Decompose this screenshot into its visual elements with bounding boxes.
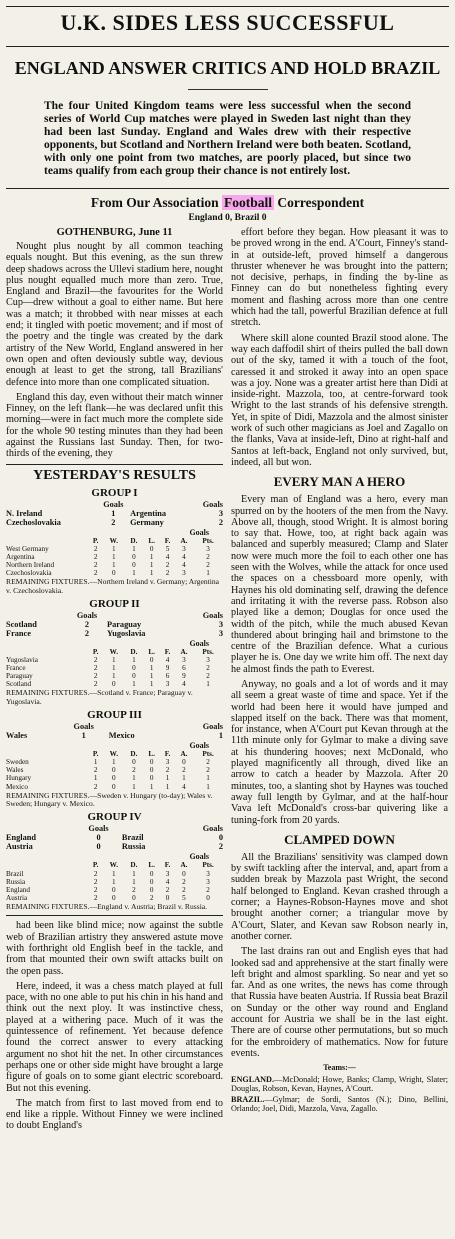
remaining-fixtures: REMAINING FIXTURES.—Sweden v. Hungary (to-day); Wales v. Sweden; Hungary v. Mexico. [6,790,213,809]
goals-header [122,824,176,833]
standings-row [6,656,223,664]
standings-row [6,774,223,782]
right-paragraphs-3 [231,852,448,1059]
match-team: France [6,628,31,638]
article-paragraph: had been like blind mice; now against the subtle web of Brazilian artistry they answered astute move with forthright old English beef in the tackle, and from that mounted their own swift attacks built on the open pass. [6,920,223,977]
table-goals-label: Goals [189,527,209,537]
standings-value: 4 [165,877,170,886]
standings-value: 3 [182,656,186,665]
standings-team: Argentina [6,552,35,561]
standings-col-header: F. [164,750,171,759]
match-results [6,722,223,740]
standings-header [6,537,223,545]
standings-value: 0 [132,758,136,767]
standings-value: 1 [149,680,154,689]
standings-row [6,680,223,688]
standings-value: 0 [149,758,154,767]
match-team: Mexico [108,731,135,741]
goals-header [6,611,67,620]
standings-value: 1 [206,569,210,578]
standings-header [6,648,223,656]
standings-row [6,561,223,569]
standings-value: 2 [149,893,154,902]
subhead-clamped-down: CLAMPED DOWN [284,831,395,847]
standings-row [6,894,223,902]
standings-value: 3 [182,544,186,553]
dateline: GOTHENBURG, June 11 [56,227,173,238]
standings-value: 3 [206,544,210,553]
standings-value: 1 [132,680,136,689]
article-paragraph: Nought plus nought by all common teaching equals nought. But this evening, as the sun threw deep shadows across the Ullevi stadium here, nought plus nought equalled much more than zero. True, England and Brazil—the favourites for the World Cup—drew without a goal to either name. But here was a match; it throbbed with near misses at each end; it tingled with poetic movement; and if most of the poetry and the tingle was created by the dark artistry of the New World, England answered in her own open and often deviously subtle way, devious enough at least to get the strong, tall Brazilians' defence into more than one complicated situation. [6,241,223,388]
match-row [6,518,223,527]
standings-value: 2 [206,672,210,681]
goals-header: Goals [73,722,94,732]
standings-value: 0 [149,766,154,775]
standings-value: 1 [182,774,186,783]
standings-team: Northern Ireland [6,560,55,569]
match-team: Germany [130,517,164,527]
standings-value: 1 [206,782,210,791]
standings-col-header: L. [148,647,155,656]
goals-header: Goals [202,824,223,834]
goals-header [6,500,97,509]
highlighted-word: Football [223,195,272,210]
table-goals-label: Goals [189,852,209,862]
match-results [6,824,223,851]
match-team: N. Ireland [6,508,43,518]
standings-value: 2 [93,680,98,689]
standings-value: 3 [182,569,186,578]
headline: U.K. SIDES LESS SUCCESSFUL [60,10,395,35]
match-goals: 1 [81,731,86,741]
standings-value: 2 [182,885,186,894]
standings-value: 1 [93,774,98,783]
standings-col-header: L. [148,861,155,870]
standings-col-header: A. [180,750,188,759]
standings-value: 1 [112,544,116,553]
standings-row [6,672,223,680]
goals-header [109,722,173,731]
article-paragraph: Anyway, no goals and a lot of words and it may all seem a great waste of time and space. Yet if the world had been here it would have jumped and slapped itself on the back. There was that moment, for instance, when A'Court put Kevan through at the 11th minute only for Gylmar to make a diving save at his thundering hooves; next McDonald, who played magnificently all through, dived like an arrow to catch a header by Mazzola. After 20 minutes, too, a slanting shot by Haynes was touched away full length by Gylmar, and at the half-hour Vava left McDonald's cross-bar quivering like a tuning-fork from 20 yards. [231,678,448,826]
standings-col-header: P. [92,647,99,656]
team-england-label: ENGLAND. [231,1075,274,1085]
right-column [231,227,448,1136]
match-row [6,842,223,851]
group-standings [6,537,223,577]
standings-team-header [6,750,88,758]
standings-value: 4 [165,552,170,561]
standings-team-header [6,648,88,656]
match-results [6,611,223,638]
standings-team: Mexico [6,782,28,791]
standings-col-header: L. [148,536,155,545]
standings-col-header: D. [130,861,138,870]
standings-col-header: P. [92,536,99,545]
match-team: Austria [6,842,33,852]
standings-col-header: Pts. [202,536,214,545]
match-team: Paraguay [107,619,142,629]
article-paragraph: effort before they began. How pleasant it was to be proved wrong in the end. A'Court, Finney's stand-in at outside-left, proved himself a dangerous thruster whenever he was brought into the pattern; not decisive, perhaps, in finding the by-line as Finney can do but nonetheless fighting every moment and flashing across more than one centre which had the tall, powerful Brazilian defence at full stretch. [231,227,448,329]
team-brazil-text: —Gylmar; de Sordi, Santos (N.); Dino, Bellini, Orlando; Joel, Didi, Mazzola, Vava, Zagallo. [231,1095,448,1114]
byline-rule-top [6,188,449,189]
article-columns [6,227,449,1136]
match-goals: 3 [218,628,223,638]
standings-team: Sweden [6,758,29,767]
standings-value: 5 [182,893,186,902]
standings-value: 2 [93,869,98,878]
standings-value: 1 [112,560,116,569]
standings-value: 1 [132,656,136,665]
standings-row [6,553,223,561]
standings-row [6,569,223,577]
standings-team: Austria [6,893,28,902]
standings-value: 2 [206,560,210,569]
standings-value: 2 [206,552,210,561]
standings-value: 2 [165,766,170,775]
match-goals: 2 [111,517,116,527]
group-heading: GROUP II [89,597,140,610]
group-heading: GROUP I [91,486,138,499]
standings-value: 1 [112,552,116,561]
standings-value: 2 [206,758,210,767]
standings-col-header: W. [109,861,118,870]
standings-value: 2 [165,560,170,569]
match-goals: 1 [111,508,116,518]
remaining-fixtures: REMAINING FIXTURES.—Northern Ireland v. Germany; Argentina v. Czechoslovakia. [6,577,220,595]
right-paragraphs [231,227,448,468]
goals-header [6,824,75,833]
standings-value: 2 [93,664,98,673]
standings-col-header: W. [109,647,118,656]
goals-header: Goals [103,499,124,509]
results-title: YESTERDAY'S RESULTS [6,464,223,484]
standings-value: 3 [206,877,210,886]
standings-row [6,545,223,553]
match-goals: 2 [218,517,223,527]
group-heading: GROUP III [87,709,142,722]
standings-value: 2 [93,782,98,791]
standings-header [6,861,223,869]
standings-value: 4 [182,680,186,689]
standings-value: 3 [165,680,170,689]
standings-team: Scotland [6,680,32,689]
byline-pre: From Our Association [90,195,222,210]
match-team: Brazil [121,833,144,843]
remaining-fixtures: REMAINING FIXTURES.—Scotland v. France; Paraguay v. Yugoslavia. [6,688,193,706]
standings-value: 0 [132,664,136,673]
standings-col-header: D. [130,750,138,759]
standings-value: 1 [132,544,136,553]
standings-value: 0 [132,672,136,681]
match-team: Argentina [130,508,167,518]
goals-header: Goals [202,499,223,509]
standings-value: 0 [206,893,210,902]
standings-value: 1 [132,569,136,578]
article-paragraph: All the Brazilians' sensitivity was clamped down by swift tackling after the interval, and, apart from a sudden break by Mazzola past Wright, the second half belonged to England. Kevan crashed through a corner; a Haynes-Robson-Haynes move and shot brought another corner; a triangular move by A'Court, Slater, and Kevan saw Robson nearly in, another corner. [231,851,448,942]
standings-value: 2 [93,672,98,681]
standings-value: 0 [112,766,116,775]
standings-value: 0 [182,869,186,878]
standings-value: 1 [112,758,116,767]
match-team: Scotland [6,619,37,629]
standings-value: 0 [112,885,116,894]
standings-row [6,758,223,766]
standings-value: 1 [206,680,210,689]
standings-value: 6 [182,664,186,673]
article-paragraph: Every man of England was a hero, every man spurred on by the hooters of the men from the Navy. Above all, though, stood Wright. It is almost boring to say that. Howe, too, at right back again was balanced and superbly measured; Clamp and Slater now were much more the foil to each other one has seen with the Wolves, while the attack for once used the spaces on a chessboard more openly, with Haynes his old dominating self, drawing the defence and irritating it with the reverse pass. Robson also played like a demon; Douglas for once used the width of the pitch, while the much abused Kevan thundered about bringing hail and brimstone to the centre of the Brazilian defence. What a curious player he is. One day we write him off. The next day he almost finds the path to Everest. [231,494,448,675]
standings-col-header: F. [164,861,171,870]
standings-value: 1 [112,877,116,886]
standings-row [6,766,223,774]
standings-value: 1 [112,672,116,681]
article-paragraph: Here, indeed, it was a chess match played at full pace, with no one able to put his chin in his hand and think out the next ploy. It was instinctive chess, played at a withering pace. Much of it was the quintessence of refinement. Yet because defence found the correct answer to every attacking argument no shot hit the net. In other circumstances perhaps one or other side might have brought a large figure of goals on to some giant electric scoreboard. But not this evening. [6,980,223,1094]
standings-value: 2 [93,569,98,578]
match-goals: 0 [96,842,101,852]
goals-header: Goals [202,610,223,620]
standings-value: 0 [132,560,136,569]
standings-value: 1 [149,552,154,561]
article-paragraph: The match from first to last moved from end to end like a ripple. Without Finney we were inclined to doubt England's [6,1097,223,1132]
standings-value: 4 [182,782,186,791]
standings-col-header: D. [130,647,138,656]
standings-value: 1 [149,664,154,673]
match-results [6,500,223,527]
article-paragraph: The last drains ran out and English eyes that had looked sad and apprehensive at the start finally were left bright and almost sparkling. So near and yet so far. And as one writes, the news has come through that Russia have beaten Austria. If Russia beat Brazil on Sunday or the other way round and England account for Austria we shall be in the last eight. There are of course other permutations, but so much for the embroidery of mathematics. Now for future events. [231,946,448,1059]
standings-col-header: A. [180,861,188,870]
standings-value: 9 [165,664,170,673]
standings-team: West Germany [6,544,49,553]
goals-header [130,500,189,509]
match-goals: 0 [96,833,101,843]
left-paragraphs-continued [6,920,223,1131]
group-standings [6,861,223,901]
results-rule [6,915,223,916]
match-goals: 2 [218,842,223,852]
team-england-text: —McDonald; Howe, Banks; Clamp, Wright, Slater; Douglas, Robson, Kevan, Haynes, A'Court. [231,1075,448,1094]
standings-header [6,750,223,758]
standings-value: 2 [206,664,210,673]
standings-value: 1 [112,656,116,665]
group-standings [6,648,223,688]
match-team: Wales [6,731,28,741]
lead-paragraph: The four United Kingdom teams were less successful when the second series of World Cup matches were played in Sweden last night than they had been last Sunday. England and Wales drew with their respective opponents, but Scotland and Northern Ireland were both beaten. Scotland, with only one point from two matches, are poorly placed, but since two teams qualify from each group their chance is not entirely lost. [44,100,411,177]
standings-team: Russia [6,877,26,886]
match-row [6,629,223,638]
standings-value: 0 [165,893,170,902]
article-paragraph: Where skill alone counted Brazil stood alone. The way each daffodil shirt of theirs pulled the ball down out of the sky, tamed it with a touch of the foot, caressed it and stroked it away into an open space was a joy. None was a greater artist here than Didi at inside-right. Mazzola, too, at centre-forward took Wright to the last strands of his defensive strength. Yet, in spite of Didi, Mazzola and the almost sinister work of such other magicians as Joel and Zagallo on the flanks, Vava at inside-left, Dino at right-half and Santos at left-back, England not only survived, but, indeed, all but won. [231,332,448,468]
remaining-fixtures: REMAINING FIXTURES.—England v. Austria; Brazil v. Russia. [6,901,208,911]
headline-rule [6,46,449,47]
match-team: Russia [121,842,146,852]
standings-col-header: F. [164,647,171,656]
standings-col-header: W. [109,536,118,545]
standings-value: 0 [112,782,116,791]
standings-team-header [6,861,88,869]
standings-row [6,783,223,791]
standings-value: 1 [132,869,136,878]
standings-team: Brazil [6,869,24,878]
standings-col-header: Pts. [202,861,214,870]
left-column [6,227,223,1136]
match-goals: 1 [218,731,223,741]
standings-value: 1 [112,869,116,878]
match-row [6,833,223,842]
standings-value: 4 [182,552,186,561]
standings-value: 0 [112,569,116,578]
standings-value: 1 [149,782,154,791]
standings-value: 6 [165,672,170,681]
standings-col-header: A. [180,536,188,545]
match-team: Yugoslavia [107,628,146,638]
standings-col-header: L. [148,750,155,759]
standings-value: 0 [149,544,154,553]
standings-value: 2 [182,766,186,775]
standings-value: 1 [165,782,170,791]
standings-team: Czechoslovakia [6,569,52,578]
match-goals: 3 [218,619,223,629]
table-goals-label: Goals [189,741,209,751]
goals-header [107,611,183,620]
standings-value: 1 [112,664,116,673]
standings-value: 2 [93,877,98,886]
standings-row [6,664,223,672]
team-brazil [231,1095,448,1113]
byline-post: Correspondent [274,195,365,210]
standings-value: 3 [165,758,170,767]
standings-value: 1 [206,774,210,783]
standings-row [6,870,223,878]
top-rule [6,6,449,7]
standings-col-header: P. [92,750,99,759]
standings-row [6,878,223,886]
standings-col-header: Pts. [202,750,214,759]
standings-value: 0 [149,656,154,665]
subheadline-rule [188,89,268,90]
group-standings [6,750,223,790]
standings-value: 3 [165,869,170,878]
standings-value: 1 [149,569,154,578]
standings-value: 1 [93,758,98,767]
standings-value: 2 [165,569,170,578]
standings-value: 1 [165,774,170,783]
standings-value: 3 [206,869,210,878]
standings-row [6,886,223,894]
standings-value: 1 [149,672,154,681]
standings-value: 1 [149,560,154,569]
left-paragraphs [6,241,223,460]
standings-value: 0 [112,680,116,689]
standings-value: 2 [93,552,98,561]
standings-team: Yugoslavia [6,656,38,665]
standings-value: 2 [206,766,210,775]
match-team: England [6,833,36,843]
match-goals: 2 [84,628,90,638]
match-score: England 0, Brazil 0 [188,213,267,223]
standings-value: 2 [93,893,98,902]
goals-header: Goals [76,610,98,620]
standings-value: 0 [149,869,154,878]
standings-value: 2 [182,877,186,886]
standings-value: 0 [149,877,154,886]
standings-value: 2 [93,560,98,569]
match-row [6,731,223,740]
standings-team: Hungary [6,774,32,783]
results-box [6,487,223,912]
match-goals: 2 [84,619,90,629]
standings-value: 0 [149,885,154,894]
standings-value: 2 [132,885,136,894]
match-row [6,620,223,629]
match-goals: 3 [218,508,223,518]
standings-value: 0 [112,893,116,902]
standings-team: England [6,885,30,894]
standings-value: 0 [132,893,136,902]
standings-team-header [6,537,88,545]
standings-value: 0 [132,552,136,561]
match-row [6,509,223,518]
standings-col-header: P. [92,861,99,870]
standings-value: 2 [93,544,98,553]
standings-team: France [6,664,26,673]
goals-header [6,722,59,731]
standings-value: 2 [165,885,170,894]
standings-value: 0 [149,774,154,783]
standings-team: Wales [6,766,24,775]
standings-col-header: A. [180,647,188,656]
subheadline: ENGLAND ANSWER CRITICS AND HOLD BRAZIL [14,58,441,78]
standings-value: 9 [182,672,186,681]
standings-value: 2 [206,885,210,894]
standings-col-header: F. [164,536,171,545]
standings-team: Paraguay [6,672,33,681]
standings-value: 0 [112,774,116,783]
standings-value: 5 [165,544,170,553]
standings-value: 0 [182,758,186,767]
match-team: Czechoslovakia [6,517,61,527]
subhead-every-man: EVERY MAN A HERO [273,474,406,490]
standings-value: 1 [132,877,136,886]
standings-value: 1 [132,774,136,783]
standings-value: 1 [132,782,136,791]
standings-value: 4 [182,560,186,569]
standings-col-header: Pts. [202,647,214,656]
standings-value: 2 [93,885,98,894]
match-goals: 0 [218,833,223,843]
standings-value: 2 [93,766,98,775]
table-goals-label: Goals [189,638,209,648]
standings-value: 3 [206,656,210,665]
standings-col-header: W. [109,750,118,759]
team-england [231,1075,448,1093]
team-brazil-label: BRAZIL. [231,1095,265,1105]
goals-header: Goals [88,824,109,834]
right-paragraphs-2 [231,494,448,826]
group-heading: GROUP IV [87,811,142,824]
byline [6,195,449,211]
goals-header: Goals [202,722,223,732]
standings-value: 4 [165,656,170,665]
teams-label: Teams:— [323,1063,356,1073]
standings-value: 2 [132,766,136,775]
standings-value: 2 [93,656,98,665]
article-paragraph: England this day, even without their match winner Finney, on the left flank—he was declared unfit this morning—were in fact much more the complete side for the whole 90 testing minutes than they had been against the Russians last Sunday. Then, for two-thirds of the evening, they [6,391,223,460]
standings-col-header: D. [130,536,138,545]
